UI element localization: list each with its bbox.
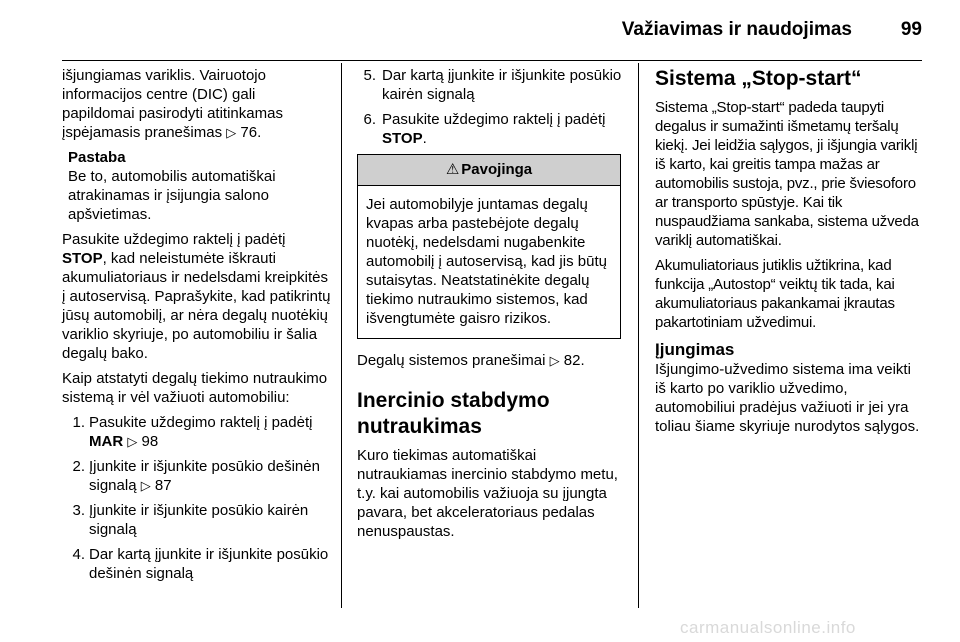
section-heading-stop-start: Sistema „Stop-start“ <box>655 67 862 90</box>
step-number: 2. <box>72 458 85 475</box>
page-header-title: Važiavimas ir naudojimas <box>621 19 852 40</box>
cross-reference-icon: ▷ <box>549 353 560 368</box>
column-divider-right <box>638 63 639 608</box>
step-text: Įjunkite ir išjunkite posūkio dešinėn signalą <box>89 458 320 494</box>
step-text: Dar kartą įjunkite ir išjunkite posūkio kairėn signalą <box>382 67 622 103</box>
note-block <box>68 148 332 224</box>
step-number: 3. <box>72 502 85 519</box>
reset-steps-list <box>62 413 332 583</box>
step-number: 6. <box>363 111 376 128</box>
reset-steps-list-continued <box>357 66 623 148</box>
reset-paragraph: Kaip atstatyti degalų tiekimo nutraukimo sistemą ir vėl važiuoti automobiliu: <box>62 370 328 406</box>
fuel-messages-paragraph <box>357 351 623 370</box>
warning-triangle-icon: ⚠ <box>445 161 460 178</box>
watermark-text: carmanualsonline.info <box>680 618 856 637</box>
fuel-messages-text: Degalų sistemos pranešimai <box>357 352 546 369</box>
list-item <box>62 413 332 451</box>
cross-reference-icon: ▷ <box>140 478 151 493</box>
section-heading-inertia: Inercinio stabdymo nutraukimas <box>357 389 550 438</box>
cross-reference-icon: ▷ <box>226 125 237 140</box>
warning-box <box>357 154 621 339</box>
column-left <box>62 66 332 589</box>
cross-reference-icon: ▷ <box>127 434 138 449</box>
step-tail: . <box>422 130 427 147</box>
list-item <box>357 66 623 104</box>
list-item <box>62 545 332 583</box>
intro-text: išjungiamas variklis. Vairuotojo informacijos centre (DIC) gali papildomai pasirodyti atitinkamas įspėjamasis pranešimas <box>62 67 283 141</box>
stop-start-paragraph-1: Sistema „Stop-start“ padeda taupyti degalus ir sumažinti išmetamų teršalų kiekį. Jei leidžia sąlygos, ji išjungia variklį iš karto, kai greitis tampa mažas ar automobilis sustoja, pvz., prie šviesoforo ar transporto spūstyje. Kai tik nuspaudžiama sankaba, sistema užveda variklį automatiškai. <box>655 99 919 249</box>
subheading-activation: Įjungimas <box>655 340 735 359</box>
column-divider-left <box>341 63 342 608</box>
stop-start-paragraph-2: Akumuliatoriaus jutiklis užtikrina, kad funkcija „Autostop“ veiktų tik tada, kai akumuliatoriaus pakankamai įkrautas pakartotiniam užvedimui. <box>655 257 895 331</box>
step-text: Pasukite uždegimo raktelį į padėtį <box>382 111 606 128</box>
step-ref: 98 <box>141 433 159 450</box>
mar-keyword: MAR <box>89 433 124 450</box>
inertia-paragraph: Kuro tiekimas automatiškai nutraukiamas inercinio stabdymo metu, t.y. kai automobilis važiuoja su įjungta pavara, bet akceleratoriaus pedalas nenuspaustas. <box>357 447 618 540</box>
note-title: Pastaba <box>68 149 126 166</box>
header-rule <box>62 60 922 61</box>
intro-paragraph <box>62 66 332 142</box>
fuel-messages-ref: 82. <box>563 352 585 369</box>
list-item <box>357 110 623 148</box>
column-middle <box>357 66 623 547</box>
stop-paragraph-text-b: , kad neleistumėte iškrauti akumuliatoriaus ir nedelsdami kreipkitės į autoservisą. Paprašykite, kad patikrintų jūsų automobilį, ar nėra degalų nuotėkių variklio skyriuje, po automobiliu ir šalia degalų bako. <box>62 250 331 362</box>
activation-paragraph: Išjungimo-užvedimo sistema ima veikti iš karto po variklio užvedimo, automobiliui pradėjus važiuoti ir jei yra toliau šiame skyriuje nurodytos sąlygos. <box>655 361 920 435</box>
stop-keyword: STOP <box>382 130 423 147</box>
stop-paragraph <box>62 230 332 363</box>
step-text: Įjunkite ir išjunkite posūkio kairėn signalą <box>89 502 309 538</box>
step-number: 4. <box>72 546 85 563</box>
note-text: Be to, automobilis automatiškai atrakinamas ir įsijungia salono apšvietimas. <box>68 168 276 223</box>
column-right <box>655 66 925 442</box>
intro-ref: 76. <box>240 124 262 141</box>
list-item <box>62 457 332 495</box>
step-text: Dar kartą įjunkite ir išjunkite posūkio dešinėn signalą <box>89 546 329 582</box>
stop-paragraph-text-a: Pasukite uždegimo raktelį į padėtį <box>62 231 286 248</box>
page-number: 99 <box>900 19 922 40</box>
warning-title: Pavojinga <box>461 161 533 178</box>
warning-text: Jei automobilyje juntamas degalų kvapas arba pastebėjote degalų nuotėkį, nedelsdami nugabenkite automobilį į autoservisą, kad jis būtų sutaisytas. Neatstatinėkite degalų tiekimo nutraukimo sistemos, kad išvengtumėte gaisro rizikos. <box>366 196 607 327</box>
page-header <box>62 18 922 44</box>
list-item <box>62 501 332 539</box>
step-number: 5. <box>363 67 376 84</box>
step-text: Pasukite uždegimo raktelį į padėtį <box>89 414 313 431</box>
step-number: 1. <box>72 414 85 431</box>
warning-header <box>358 155 620 186</box>
stop-keyword: STOP <box>62 250 103 267</box>
step-ref: 87 <box>154 477 172 494</box>
